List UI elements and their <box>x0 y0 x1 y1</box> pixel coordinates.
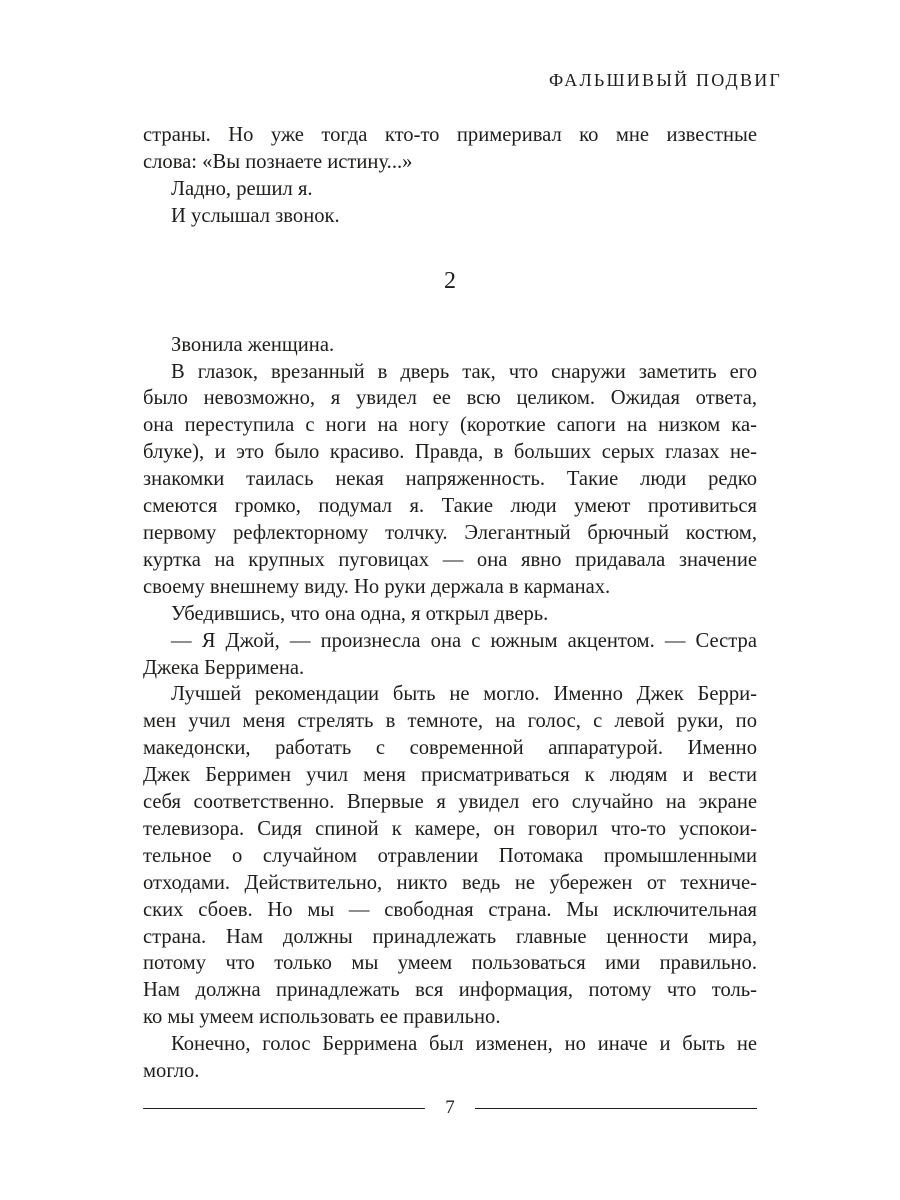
page-footer <box>143 1096 757 1120</box>
text-line: потому что только мы умеем пользоваться ими правильно. <box>143 952 757 975</box>
paragraph <box>143 601 757 628</box>
text-line: куртка на крупных пуговицах — она явно придавала значение <box>143 548 757 571</box>
footer-rule-right <box>475 1108 757 1109</box>
text-line: страна. Нам должны принадлежать главные ценности мира, <box>143 925 757 948</box>
text-line: ко мы умеем использовать ее правильно. <box>143 1006 501 1029</box>
text-line: себя соответственно. Впервые я увидел его случайно на экране <box>143 791 757 814</box>
paragraph <box>143 628 757 682</box>
chapter-number: 2 <box>444 267 456 294</box>
text-line: страны. Но уже тогда кто-то примеривал ко мне известные <box>143 124 757 146</box>
text-line: слова: «Вы познаете истину...» <box>143 150 413 173</box>
paragraph <box>143 203 757 230</box>
text-line: было невозможно, я увидел ее всю целиком. Ожидая ответа, <box>143 387 757 410</box>
text-line: Конечно, голос Берримена был изменен, но иначе и быть не <box>171 1033 757 1056</box>
text-line: И услышал звонок. <box>171 204 340 227</box>
text-line: тельное о случайном отравлении Потомака промышленными <box>143 844 757 867</box>
text-line: знакомки таилась некая напряженность. Такие люди редко <box>143 468 757 491</box>
text-line: Убедившись, что она одна, я открыл дверь. <box>171 602 549 625</box>
text-line: смеются громко, подумал я. Такие люди умеют противиться <box>143 495 757 518</box>
paragraph <box>143 176 757 203</box>
paragraph <box>143 359 757 601</box>
running-head: ФАЛЬШИВЫЙ ПОДВИГ <box>549 70 782 90</box>
text-line: — Я Джой, — произнесла она с южным акцентом. — Сестра <box>171 629 757 652</box>
text-line: Звонила женщина. <box>171 333 335 356</box>
paragraph <box>143 1031 757 1085</box>
text-line: блуке), и это было красиво. Правда, в больших серых глазах не- <box>143 441 757 464</box>
text-line: мен учил меня стрелять в темноте, на голос, с левой руки, по <box>143 710 757 733</box>
text-line: Джека Берримена. <box>143 656 305 679</box>
text-line: она переступила с ноги на ногу (короткие сапоги на низком ка- <box>143 414 757 437</box>
text-line: Джек Берримен учил меня присматриваться к людям и вести <box>143 764 757 787</box>
paragraph <box>143 681 757 1031</box>
text-line: телевизора. Сидя спиной к камере, он говорил что-то успокои- <box>143 817 757 840</box>
text-line: В глазок, врезанный в дверь так, что снаружи заметить его <box>171 360 757 383</box>
paragraph <box>143 332 757 359</box>
body-text <box>143 122 757 1085</box>
text-line: Лучшей рекомендации быть не могло. Именно Джек Берри- <box>171 683 757 706</box>
paragraph <box>143 122 757 176</box>
text-line: ских сбоев. Но мы — свободная страна. Мы исключительная <box>143 898 757 921</box>
text-line: Ладно, решил я. <box>171 177 313 200</box>
text-line: Нам должна принадлежать вся информация, потому что толь- <box>143 979 757 1002</box>
text-line: отходами. Действительно, никто ведь не убережен от техниче- <box>143 871 757 894</box>
text-line: первому рефлекторному толчку. Элегантный брючный костюм, <box>143 521 757 544</box>
text-line: македонски, работать с современной аппаратурой. Именно <box>143 737 757 760</box>
page-number: 7 <box>445 1097 455 1118</box>
text-line: своему внешнему виду. Но руки держала в карманах. <box>143 575 611 598</box>
text-line: могло. <box>143 1060 200 1083</box>
